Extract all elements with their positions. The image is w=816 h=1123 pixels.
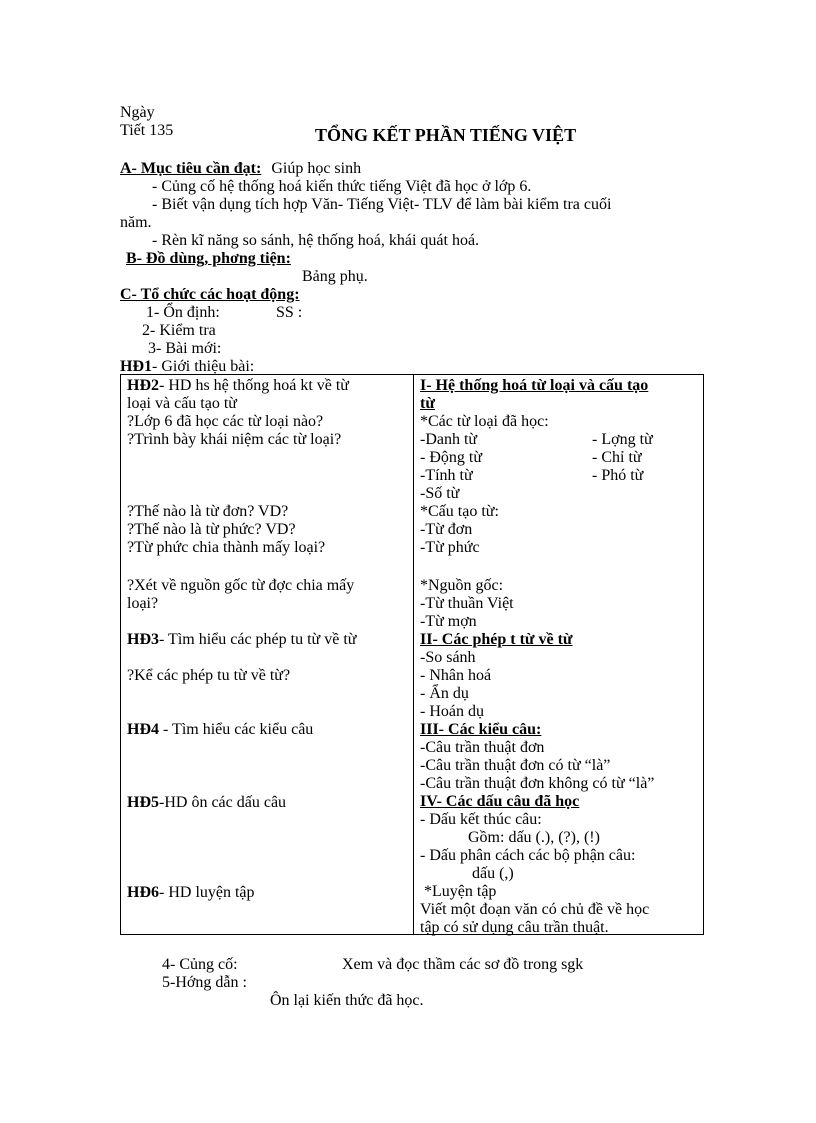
hd1-text: - Giới thiệu bài: xyxy=(152,358,255,375)
hd5-row xyxy=(127,794,286,812)
hd3-text: - Tìm hiểu các phép tu từ về từ xyxy=(159,631,357,648)
section-b-content: Bảng phụ. xyxy=(302,268,368,285)
hd5-label: HĐ5 xyxy=(127,794,159,811)
objective-item: năm. xyxy=(120,214,152,231)
question: ?Xét về nguồn gốc từ đợc chia mấy xyxy=(127,577,355,594)
hd2-label: HĐ2 xyxy=(127,377,159,394)
step-kiem-tra: 2- Kiểm tra xyxy=(142,322,216,339)
question: ?Lớp 6 đã học các từ loại nào? xyxy=(127,413,324,430)
word-type: -Số từ xyxy=(420,485,460,502)
word-types-label: *Các từ loại đã học: xyxy=(420,413,549,430)
word-type: -Tính từ xyxy=(420,467,473,484)
section-a-intro: Giúp học sinh xyxy=(271,160,362,177)
hd6-row xyxy=(127,884,255,902)
section-heading-3: III- Các kiểu câu: xyxy=(420,721,542,738)
structure-item: -Từ đơn xyxy=(420,521,473,538)
lesson-table xyxy=(120,374,704,935)
practice-text: tập có sử dụng câu trần thuật. xyxy=(420,919,609,936)
practice-label: *Luyện tập xyxy=(424,883,497,900)
hd1-label: HĐ1 xyxy=(120,358,152,375)
step-si-so: SS : xyxy=(276,304,303,321)
objective-item: - Rèn kĩ năng so sánh, hệ thống hoá, khái quát hoá. xyxy=(152,232,480,249)
word-type: - Chỉ từ xyxy=(592,449,642,466)
date-label: Ngày xyxy=(120,104,155,121)
word-type: -Danh từ xyxy=(420,431,478,448)
section-b-heading: B- Đồ dùng, phơng tiện: xyxy=(126,250,291,267)
section-heading-4: IV- Các dấu câu đã học xyxy=(420,793,580,810)
guidance-text: Ôn lại kiến thức đã học. xyxy=(270,992,424,1009)
practice-text: Viết một đoạn văn có chủ đề về học xyxy=(420,901,650,918)
word-type: - Lợng từ xyxy=(592,431,653,448)
hd4-text: - Tìm hiểu các kiểu câu xyxy=(163,721,314,738)
lesson-number: Tiết 135 xyxy=(120,122,174,139)
hd6-label: HĐ6 xyxy=(127,884,159,901)
section-c-heading: C- Tổ chức các hoạt động: xyxy=(120,286,300,303)
origin-label: *Nguồn gốc: xyxy=(420,577,504,594)
punctuation-item: - Dấu kết thúc câu: xyxy=(420,811,542,828)
question: ?Thế nào là từ phức? VD? xyxy=(127,521,296,538)
page-title: TỔNG KẾT PHẦN TIẾNG VIỆT xyxy=(315,125,577,145)
hd5-text: -HD ôn các dấu câu xyxy=(159,794,287,811)
word-type: - Phó từ xyxy=(592,467,644,484)
objective-item: - Củng cố hệ thống hoá kiến thức tiếng Việt đã học ở lớp 6. xyxy=(152,178,532,195)
rhetoric-item: - Ẩn dụ xyxy=(420,685,469,702)
content-column xyxy=(414,375,704,935)
sentence-type: -Câu trần thuật đơn có từ “là” xyxy=(420,757,611,774)
section-a xyxy=(120,160,361,178)
hd2-row xyxy=(127,377,349,395)
origin-item: -Từ thuần Việt xyxy=(420,595,514,612)
hd2-text: - HD hs hệ thống hoá kt về từ xyxy=(159,377,349,394)
section-heading-1-cont: từ xyxy=(420,395,435,412)
consolidation-label: 4- Củng cố: xyxy=(162,956,238,973)
section-a-heading: A- Mục tiêu cần đạt: xyxy=(120,160,262,177)
hd2-text-cont: loại và cấu tạo từ xyxy=(127,395,237,412)
objective-item: - Biết vận dụng tích hợp Văn- Tiếng Việt- TLV để làm bài kiểm tra cuối xyxy=(152,196,612,213)
question: ?Thế nào là từ đơn? VD? xyxy=(127,503,289,520)
sentence-type: -Câu trần thuật đơn xyxy=(420,739,545,756)
consolidation-text: Xem và đọc thầm các sơ đồ trong sgk xyxy=(342,956,584,973)
section-heading-1: I- Hệ thống hoá từ loại và cấu tạo xyxy=(420,377,649,394)
rhetoric-item: - Hoán dụ xyxy=(420,703,484,720)
word-type: - Động từ xyxy=(420,449,482,466)
punctuation-item: dấu (,) xyxy=(472,865,514,882)
hd4-row xyxy=(127,721,313,739)
section-heading-2: II- Các phép t từ về từ xyxy=(420,631,573,648)
rhetoric-item: - Nhân hoá xyxy=(420,667,492,684)
question: ?Trình bày khái niệm các từ loại? xyxy=(127,431,342,448)
activities-column xyxy=(121,375,414,935)
guidance-label: 5-Hớng dẫn : xyxy=(162,974,247,991)
hd6-text: - HD luyện tập xyxy=(159,884,255,901)
rhetoric-item: -So sánh xyxy=(420,649,476,666)
hd3-label: HĐ3 xyxy=(127,631,159,648)
question: ?Từ phức chia thành mấy loại? xyxy=(127,539,326,556)
sentence-type: -Câu trần thuật đơn không có từ “là” xyxy=(420,775,655,792)
structure-item: -Từ phức xyxy=(420,539,480,556)
hd4-label: HĐ4 xyxy=(127,721,159,738)
question-cont: loại? xyxy=(127,595,159,612)
step-on-dinh: 1- Ổn định: xyxy=(146,304,220,321)
punctuation-item: Gồm: dấu (.), (?), (!) xyxy=(468,829,600,846)
structure-label: *Cấu tạo từ: xyxy=(420,503,499,520)
step-bai-moi: 3- Bài mới: xyxy=(148,340,222,357)
hd3-row xyxy=(127,631,356,649)
punctuation-item: - Dấu phân cách các bộ phận câu: xyxy=(420,847,636,864)
question: ?Kể các phép tu từ về từ? xyxy=(127,667,291,684)
origin-item: -Từ mợn xyxy=(420,613,477,630)
